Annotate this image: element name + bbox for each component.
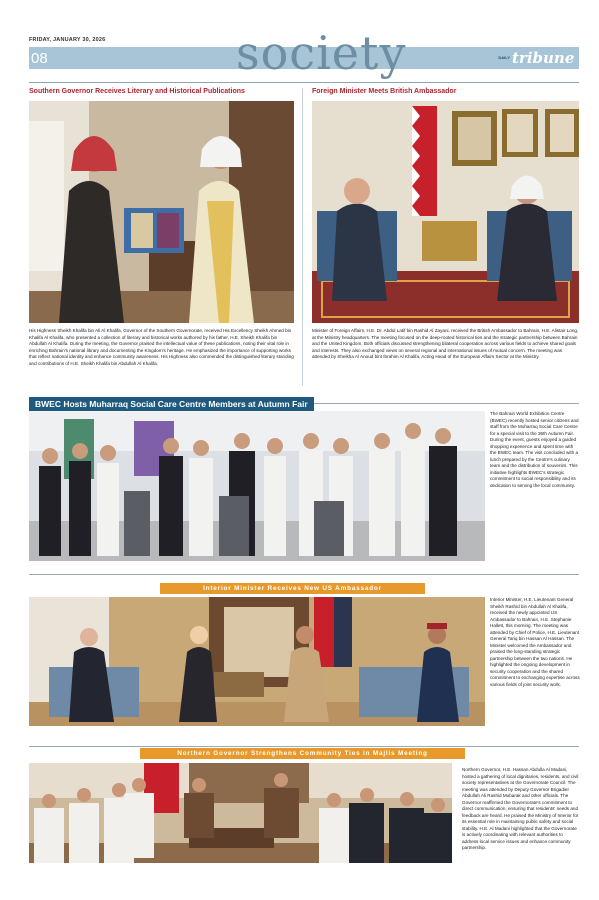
section-rule-3 xyxy=(29,746,579,747)
story-3-caption: The Bahrain World Exhibition Centre (BWEC) recently hosted senior citizens and staff from the Muharraq Social Care Centre for a special visit to the 36th Autumn Fair. During the event, guests enjoyed a guided shopping experience and spent time with the BWEC team. The visit concluded with a lunch prepared by the Centre's culinary team and the distribution of souvenirs. This initiative highlights BWEC's strategic commitment to social responsibility and its dedication to serving the local community. xyxy=(490,411,579,488)
story-4-banner: Interior Minister Receives New US Ambassador xyxy=(160,583,425,594)
story-4-caption: Interior Minister, H.E. Lieutenant General Sheikh Rashid bin Abdullah Al Khalifa, received the newly appointed US Ambassador to Bahrain, H.E. Stephanie Hallett, this morning. The meeting was attended by Chief of Police, H.E. Lieutenant General Tariq bin Hassan Al Hassan. The Minister welcomed the Ambassador and praised the long-standing strategic partnership between the two nations. He highlighted the ongoing development in security cooperation and the shared commitment to exchanging expertise across various fields of joint security work. xyxy=(490,597,580,687)
story-4-photo xyxy=(29,597,485,726)
story-2-caption: Minister of Foreign Affairs, H.E. Dr. Abdul Latif bin Rashid Al Zayani, received the British Ambassador to Bahrain, H.E. Alistair Long, at the Ministry headquarters. The meeting focused on the deep-rooted historical ties and the strategic partnership between Bahrain and the United Kingdom. Both officials discussed strengthening bilateral cooperation across various fields to achieve shared goals and interests. They also exchanged views on several regional and international issues of mutual concern. The meeting was attended by Sheikha Al Anoud bint Ibrahim Al Khalifa, Acting Head of the European Affairs Sector at the Ministry. xyxy=(312,328,579,360)
logo-small-text: DAILY xyxy=(498,55,510,60)
story-2-headline: Foreign Minister Meets British Ambassador xyxy=(312,88,457,95)
header-rule xyxy=(29,82,579,83)
story-5-banner: Northern Governor Strengthens Community Ties in Majlis Meeting xyxy=(140,748,465,759)
story-5-caption: Northern Governor, H.E. Hassan Abdulla Al Madani, hosted a gathering of local dignitaries, residents, and civil society representatives at the Governorate Council. The meeting was attended by Deputy Governor Brigadier Abdullah Ali Rashid Mubarak and other officials. The Governor reaffirmed the Governorate's commitment to direct communication, ensuring that residents' needs and feedback are heard. He praised the Ministry of Interior for its essential role in maintaining public safety and social stability. H.E. Al Madani highlighted that the Governorate is actively coordinating with relevant authorities to address local service issues and enhance community partnership. xyxy=(462,767,579,850)
page-number: 08 xyxy=(31,50,48,67)
story-5-photo xyxy=(29,763,452,863)
section-rule-2 xyxy=(29,574,579,575)
story-1-headline: Southern Governor Receives Literary and Historical Publications xyxy=(29,88,245,95)
story-1-caption: His Highness Sheikh Khalifa bin Ali Al Khalifa, Governor of the Southern Governorate, received His Excellency Sheikh Ahmed bin Khalifa Al Khalifa, who presented a collection of literary and historical works authored by his father, H.E. Sheikh Khalifa bin Abdullah Al Khalifa. During the meeting, the Governor praised the intellectual value of these publications, noting their vital role in enriching Bahrain's national library and documenting the Kingdom's heritage. He emphasized the importance of supporting works that reflect national identity and enhance community awareness. His Highness also commended the distinguished literary standing and contributions of H.E. Sheikh Khalifa bin Abdullah Al Khalifa. xyxy=(29,328,294,366)
story-3-photo xyxy=(29,411,485,561)
issue-date: FRIDAY, JANUARY 30, 2026 xyxy=(29,37,106,43)
column-divider xyxy=(302,88,303,386)
section-title: society xyxy=(236,26,407,80)
story-1-photo xyxy=(29,101,294,323)
story-2-photo xyxy=(312,101,579,323)
tribune-logo xyxy=(498,49,574,67)
story-3-banner: BWEC Hosts Muharraq Social Care Centre Members at Autumn Fair xyxy=(29,397,314,411)
logo-main-text: tribune xyxy=(512,49,575,67)
